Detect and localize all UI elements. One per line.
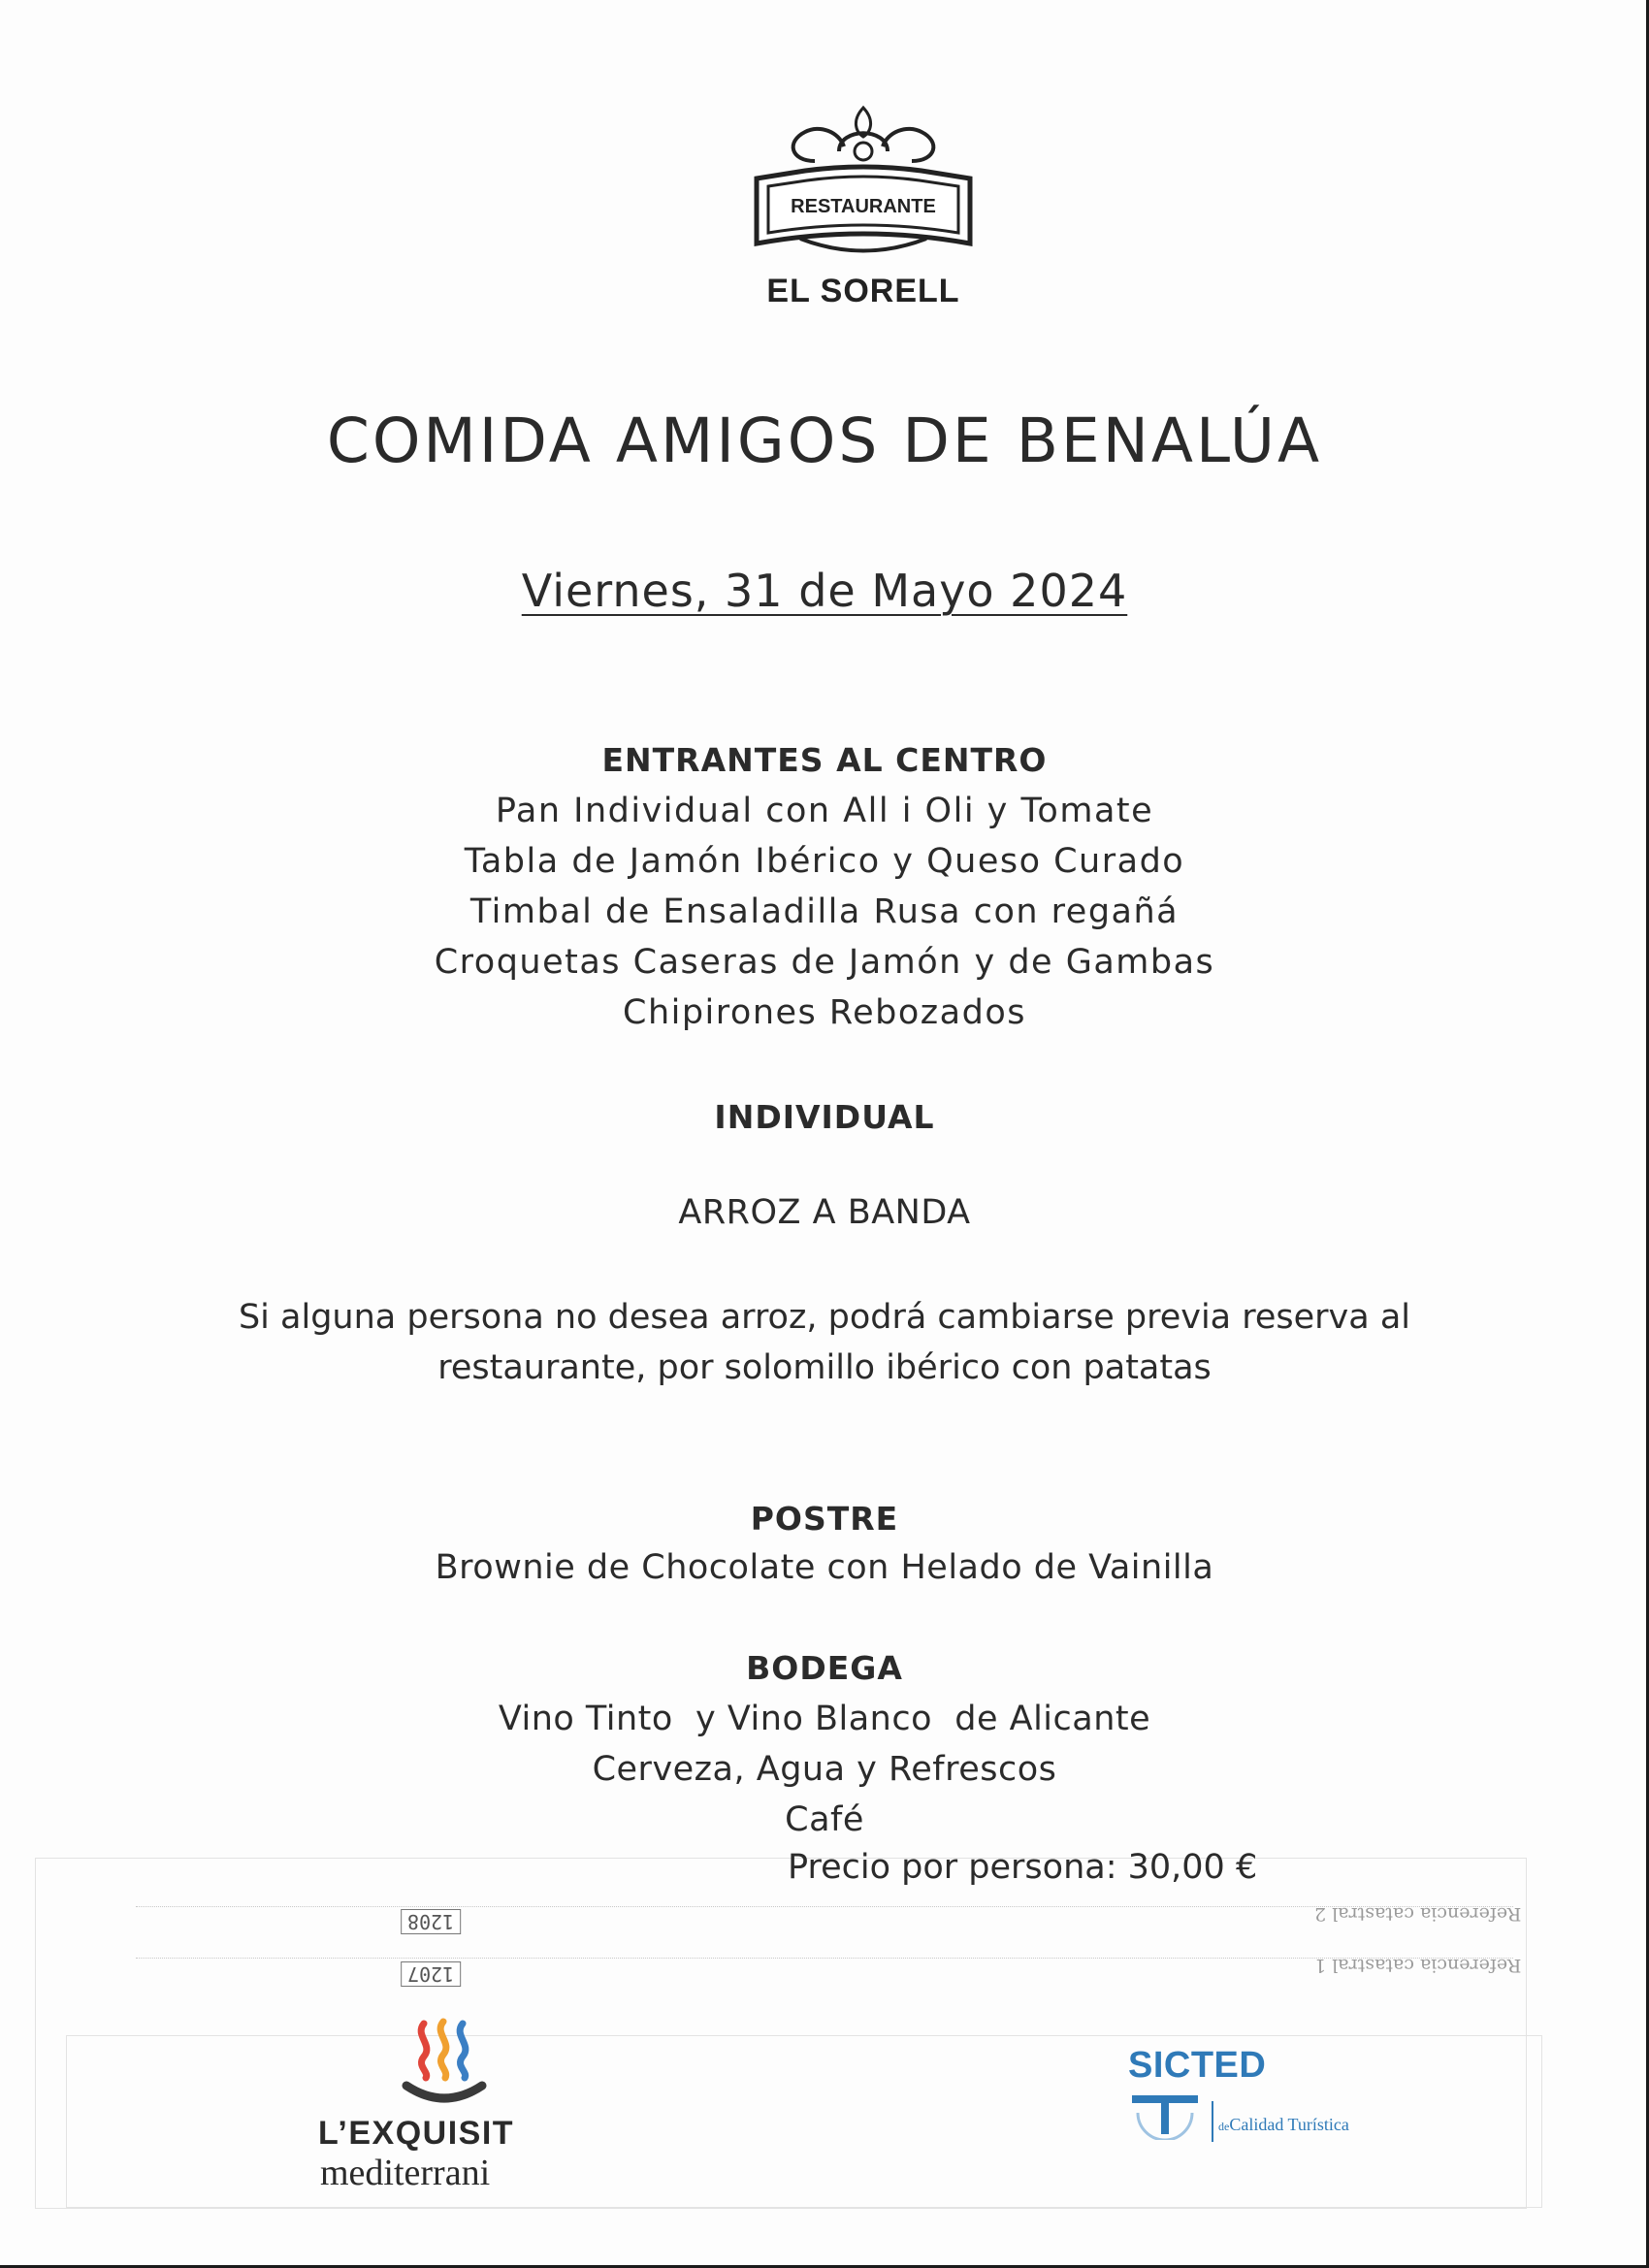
section-heading-entrantes: ENTRANTES AL CENTRO bbox=[601, 741, 1048, 779]
list-item: Chipirones Rebozados bbox=[623, 993, 1026, 1032]
sicted-divider bbox=[1212, 2101, 1213, 2142]
sicted-t-icon bbox=[1128, 2090, 1206, 2140]
note-line: restaurante, por solomillo ibérico con patatas bbox=[437, 1348, 1212, 1387]
ghost-line bbox=[136, 1958, 1513, 1959]
ghost-number: 1208 bbox=[401, 1909, 461, 1934]
logo-top-label: RESTAURANTE bbox=[791, 196, 936, 217]
list-item: Pan Individual con All i Oli y Tomate bbox=[495, 792, 1154, 830]
list-item: Vino Tinto y Vino Blanco de Alicante bbox=[498, 1700, 1151, 1738]
page-title: COMIDA AMIGOS DE BENALÚA bbox=[326, 405, 1323, 476]
section-heading-individual: INDIVIDUAL bbox=[714, 1098, 935, 1136]
sicted-sub-prefix: de bbox=[1218, 2120, 1230, 2133]
sicted-logo bbox=[1128, 2045, 1400, 2142]
event-date: Viernes, 31 de Mayo 2024 bbox=[521, 565, 1128, 617]
bodega-list bbox=[0, 1694, 1649, 1845]
entrantes-list bbox=[0, 786, 1649, 1038]
list-item: Croquetas Caseras de Jamón y de Gambas bbox=[434, 943, 1215, 982]
list-item: Café bbox=[785, 1800, 864, 1839]
ghost-number: 1207 bbox=[401, 1961, 461, 1987]
main-dish: ARROZ A BANDA bbox=[678, 1193, 971, 1232]
restaurant-sign-icon bbox=[747, 103, 980, 316]
price-per-person: Precio por persona: 30,00 € bbox=[788, 1848, 1258, 1887]
restaurant-logo bbox=[747, 103, 980, 316]
sicted-title: SICTED bbox=[1128, 2045, 1267, 2086]
rice-substitution-note bbox=[146, 1292, 1504, 1393]
sicted-sub-text: Calidad Turística bbox=[1229, 2115, 1349, 2134]
list-item: Cerveza, Agua y Refrescos bbox=[592, 1750, 1057, 1789]
note-line: Si alguna persona no desea arroz, podrá cambiarse previa reserva al bbox=[238, 1298, 1411, 1337]
exquisit-logo bbox=[318, 2018, 580, 2202]
ghost-ref-label: Referencia catastral 2 bbox=[1314, 1903, 1522, 1925]
dessert: Brownie de Chocolate con Helado de Vainilla bbox=[435, 1548, 1214, 1587]
list-item: Timbal de Ensaladilla Rusa con regañá bbox=[469, 892, 1180, 931]
list-item: Tabla de Jamón Ibérico y Queso Curado bbox=[464, 842, 1185, 881]
section-heading-bodega: BODEGA bbox=[746, 1649, 903, 1687]
exquisit-subtitle: mediterrani bbox=[320, 2153, 491, 2193]
exquisit-title: L’EXQUISIT bbox=[318, 2115, 515, 2152]
section-heading-postre: POSTRE bbox=[750, 1500, 899, 1538]
ghost-ref-label: Referencia catastral 1 bbox=[1314, 1955, 1522, 1976]
ghost-line bbox=[136, 1906, 1513, 1907]
sicted-subtitle bbox=[1218, 2115, 1349, 2135]
logo-name: EL SORELL bbox=[766, 273, 960, 309]
steam-bowl-icon bbox=[401, 2018, 488, 2107]
